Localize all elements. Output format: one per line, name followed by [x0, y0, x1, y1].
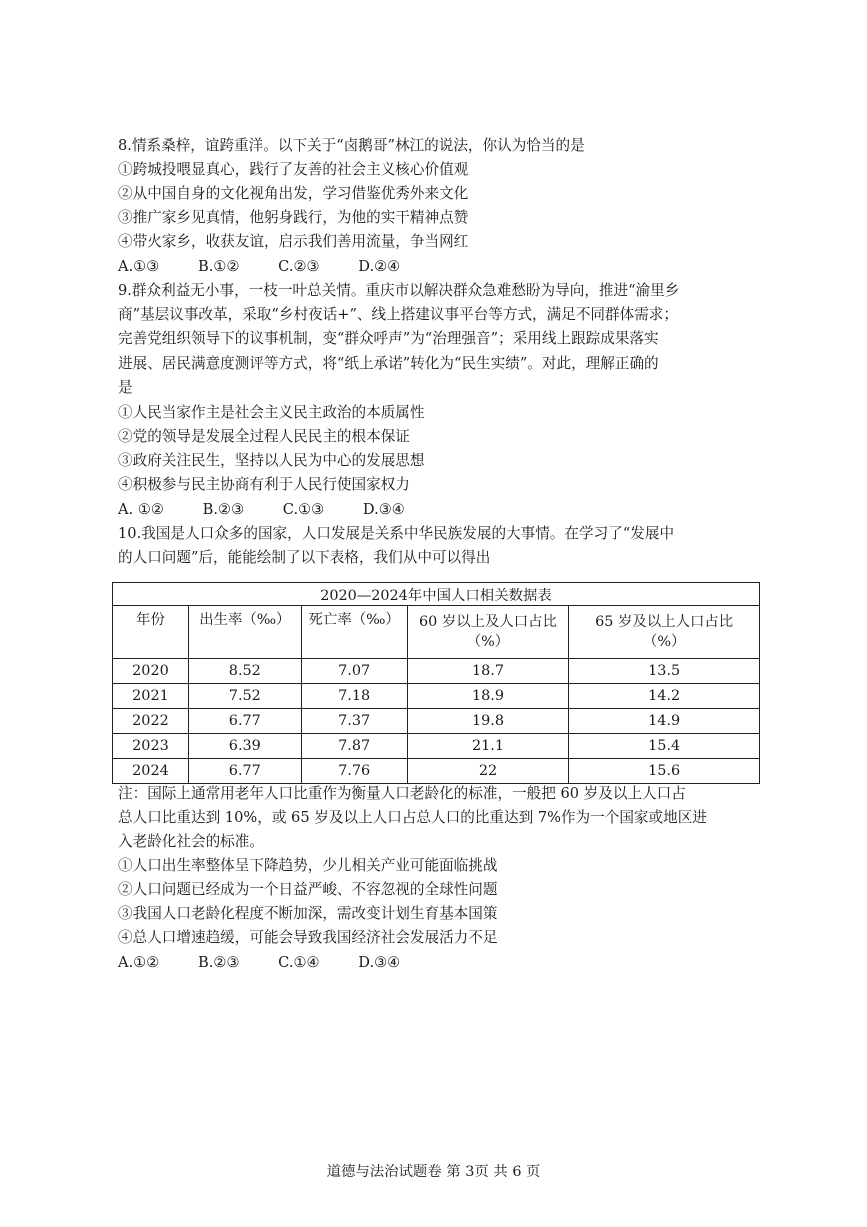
cell-birth-rate: 6.77 — [188, 709, 301, 734]
question-9-option-4: ④积极参与民主协商有利于人民行使国家权力 — [118, 476, 410, 493]
header-unit: （%） — [466, 634, 510, 650]
question-8-stem: 8.情系桑梓，谊跨重洋。以下关于“卤鹅哥”林江的说法，你认为恰当的是 — [118, 137, 585, 154]
cell-death-rate: 7.18 — [301, 684, 407, 709]
cell-65-plus: 15.6 — [569, 759, 760, 784]
cell-year: 2022 — [113, 709, 189, 734]
question-10-option-4: ④总人口增速趋缓，可能会导致我国经济社会发展活力不足 — [118, 929, 498, 946]
cell-year: 2020 — [113, 659, 189, 684]
header-text: 65 岁及以上人口占比 — [595, 614, 734, 630]
table-row — [113, 709, 760, 734]
choice-b: B.①② — [198, 258, 240, 275]
choice-c: C.①④ — [278, 954, 320, 971]
cell-65-plus: 13.5 — [569, 659, 760, 684]
cell-birth-rate: 6.77 — [188, 759, 301, 784]
cell-birth-rate: 6.39 — [188, 734, 301, 759]
table-row — [113, 759, 760, 784]
question-9-stem-line: 进展、居民满意度测评等方式，将“纸上承诺”转化为“民生实绩”。对此，理解正确的 — [118, 355, 659, 372]
question-10-choices — [118, 954, 400, 972]
question-8-option-2: ②从中国自身的文化视角出发，学习借鉴优秀外来文化 — [118, 185, 469, 202]
table-note-line: 总人口比重达到 10%，或 65 岁及以上人口占总人口的比重达到 7%作为一个国家或地区进 — [118, 809, 707, 826]
question-10-stem-line: 10.我国是人口众多的国家，人口发展是关系中华民族发展的大事情。在学习了“发展中 — [118, 525, 675, 542]
header-text: 60 岁以上及人口占比 — [418, 614, 557, 630]
cell-60-plus: 21.1 — [407, 734, 569, 759]
choice-a: A.①② — [118, 954, 160, 971]
question-8-option-4: ④带火家乡，收获友谊，启示我们善用流量，争当网红 — [118, 233, 469, 250]
cell-birth-rate: 8.52 — [188, 659, 301, 684]
question-10-stem-line: 的人口问题”后，能能绘制了以下表格，我们从中可以得出 — [118, 549, 491, 566]
choice-b: B.②③ — [202, 501, 245, 518]
cell-65-plus: 15.4 — [569, 734, 760, 759]
question-8-option-3: ③推广家乡见真情，他躬身践行，为他的实干精神点赞 — [118, 209, 469, 226]
choice-d: D.③④ — [362, 501, 405, 518]
question-9-stem-line: 完善党组织领导下的议事机制，变“群众呼声”为“治理强音”；采用线上跟踪成果落实 — [118, 330, 659, 347]
cell-year: 2023 — [113, 734, 189, 759]
header-unit: （%） — [642, 634, 686, 650]
header-year: 年份 — [113, 606, 189, 659]
cell-death-rate: 7.07 — [301, 659, 407, 684]
table-note-line: 注：国际上通常用老年人口比重作为衡量人口老龄化的标准，一般把 60 岁及以上人口占 — [118, 785, 686, 802]
question-9-option-2: ②党的领导是发展全过程人民民主的根本保证 — [118, 428, 410, 445]
cell-death-rate: 7.37 — [301, 709, 407, 734]
table-row — [113, 684, 760, 709]
question-9-stem-line: 是 — [118, 379, 133, 396]
question-10-option-1: ①人口出生率整体呈下降趋势，少儿相关产业可能面临挑战 — [118, 857, 498, 874]
page-footer: 道德与法治试题卷 第 3页 共 6 页 — [326, 1164, 541, 1180]
question-10-option-3: ③我国人口老龄化程度不断加深，需改变计划生育基本国策 — [118, 905, 498, 922]
cell-birth-rate: 7.52 — [188, 684, 301, 709]
question-9-option-3: ③政府关注民生，坚持以人民为中心的发展思想 — [118, 452, 425, 469]
choice-c: C.②③ — [278, 258, 320, 275]
choice-a: A.①③ — [118, 258, 160, 275]
choice-c: C.①③ — [282, 501, 325, 518]
cell-65-plus: 14.2 — [569, 684, 760, 709]
cell-death-rate: 7.87 — [301, 734, 407, 759]
cell-60-plus: 22 — [407, 759, 569, 784]
choice-a: A. ①② — [118, 501, 164, 518]
cell-60-plus: 18.7 — [407, 659, 569, 684]
cell-65-plus: 14.9 — [569, 709, 760, 734]
choice-b: B.②③ — [198, 954, 240, 971]
cell-year: 2024 — [113, 759, 189, 784]
question-9-stem-line: 商”基层议事改革，采取“乡村夜话+”、线上搭建议事平台等方式，满足不同群体需求； — [118, 306, 678, 323]
table-note-line: 入老龄化社会的标准。 — [118, 833, 264, 850]
question-10-option-2: ②人口问题已经成为一个日益严峻、不容忽视的全球性问题 — [118, 881, 498, 898]
cell-60-plus: 19.8 — [407, 709, 569, 734]
question-8-option-1: ①跨城投喂显真心，践行了友善的社会主义核心价值观 — [118, 161, 469, 178]
cell-year: 2021 — [113, 684, 189, 709]
header-birth-rate: 出生率（‰） — [188, 606, 301, 659]
question-9-stem-line: 9.群众利益无小事，一枝一叶总关情。重庆市以解决群众急难愁盼为导向，推进“渝里乡 — [118, 282, 680, 299]
population-data-table — [112, 582, 760, 784]
header-death-rate: 死亡率（‰） — [301, 606, 407, 659]
choice-d: D.③④ — [358, 954, 401, 971]
choice-d: D.②④ — [358, 258, 401, 275]
table-caption: 2020—2024年中国人口相关数据表 — [113, 583, 760, 606]
header-60-plus-share — [407, 606, 569, 659]
cell-death-rate: 7.76 — [301, 759, 407, 784]
question-9-option-1: ①人民当家作主是社会主义民主政治的本质属性 — [118, 404, 425, 421]
question-9-choices — [118, 501, 405, 519]
table-row — [113, 659, 760, 684]
cell-60-plus: 18.9 — [407, 684, 569, 709]
table-row — [113, 734, 760, 759]
table-header-row — [113, 606, 760, 659]
question-8-choices — [118, 258, 400, 276]
header-65-plus-share — [569, 606, 760, 659]
